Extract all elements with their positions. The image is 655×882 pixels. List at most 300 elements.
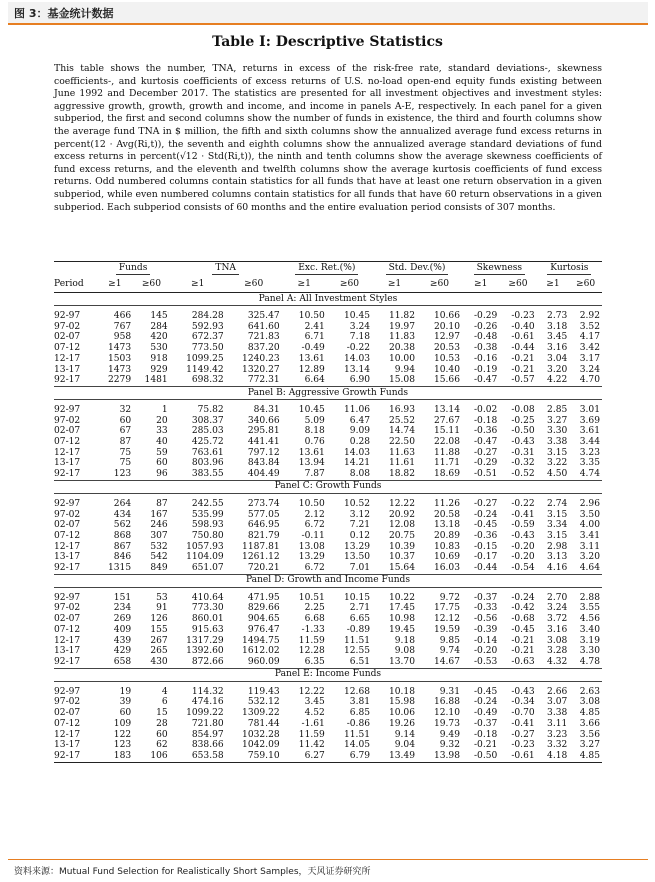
value-cell: 11.63 (388, 447, 415, 458)
value-cell: 307 (150, 530, 168, 541)
table-row (54, 520, 602, 531)
value-cell: 3.42 (579, 343, 600, 354)
value-cell: 12.10 (433, 708, 460, 719)
value-cell: 234 (113, 603, 132, 614)
value-cell: 1099.25 (186, 353, 224, 364)
value-cell: 13.70 (388, 656, 415, 667)
value-cell: -0.86 (346, 718, 371, 729)
value-cell: 1481 (144, 375, 168, 386)
table-row (54, 614, 602, 625)
value-cell: 8.18 (304, 426, 325, 437)
value-cell: 3.30 (579, 646, 600, 657)
period-cell: 92-97 (54, 498, 81, 509)
value-cell: 3.41 (579, 530, 600, 541)
period-cell: 92-97 (54, 686, 81, 697)
value-cell: -0.27 (473, 498, 498, 509)
value-cell: -0.43 (511, 686, 535, 697)
value-cell: -0.31 (511, 447, 535, 458)
value-cell: 114.32 (191, 686, 224, 697)
value-cell: 929 (150, 364, 168, 375)
value-cell: 11.71 (433, 458, 460, 469)
value-cell: 25.52 (388, 415, 415, 426)
value-cell: 829.66 (247, 603, 280, 614)
table-row (54, 499, 602, 510)
table-row (54, 719, 602, 730)
period-cell: 02-07 (54, 708, 81, 719)
value-cell: 13.49 (388, 750, 415, 761)
table-row (54, 657, 602, 668)
value-cell: 6.85 (349, 708, 371, 719)
value-cell: 3.40 (579, 624, 600, 635)
value-cell: 15 (156, 708, 168, 719)
value-cell: 773.50 (191, 343, 224, 354)
value-cell: 9.08 (394, 646, 415, 657)
value-cell: 763.61 (191, 447, 224, 458)
period-cell: 07-12 (54, 437, 81, 448)
value-cell: -0.14 (473, 635, 498, 646)
value-cell: 3.24 (579, 364, 600, 375)
value-cell: 3.22 (547, 458, 568, 469)
value-cell: 11.83 (388, 332, 415, 343)
value-cell: 75 (119, 458, 132, 469)
value-cell: 12.12 (433, 614, 460, 625)
value-cell: 803.96 (191, 458, 224, 469)
value-cell: 15.08 (388, 375, 415, 386)
period-cell: 92-97 (54, 311, 81, 321)
table-body (54, 293, 602, 763)
value-cell: 1392.60 (186, 646, 224, 657)
value-cell: 3.35 (579, 458, 600, 469)
value-cell: 15.11 (433, 426, 460, 437)
value-cell: 325.47 (247, 311, 280, 321)
value-cell: 2.66 (547, 686, 568, 697)
value-cell: 3.52 (579, 321, 600, 332)
value-cell: -0.21 (511, 646, 535, 657)
value-cell: -0.70 (511, 708, 535, 719)
value-cell: 542 (150, 552, 168, 563)
panel-title: Panel A: All Investment Styles (54, 293, 602, 306)
column-group-header-row (54, 262, 602, 277)
value-cell: 3.15 (547, 530, 568, 541)
value-cell: -0.02 (473, 404, 498, 415)
value-cell: 126 (150, 614, 168, 625)
value-cell: 11.26 (433, 498, 460, 509)
value-cell: 3.19 (579, 635, 600, 646)
value-cell: 13.61 (298, 353, 325, 364)
value-cell: 14.03 (343, 353, 371, 364)
value-cell: 441.41 (247, 437, 280, 448)
period-cell: 07-12 (54, 530, 81, 541)
panel-header-row (54, 668, 602, 681)
value-cell: 13.14 (343, 364, 371, 375)
value-cell: 10.51 (298, 592, 325, 603)
value-cell: -0.45 (473, 520, 498, 531)
value-cell: 3.20 (547, 364, 568, 375)
period-cell: 92-17 (54, 656, 81, 667)
value-cell: 106 (150, 750, 168, 761)
value-cell: 0.28 (349, 437, 371, 448)
period-cell: 13-17 (54, 646, 81, 657)
value-cell: 658 (113, 656, 132, 667)
value-cell: 14.05 (343, 740, 371, 751)
value-cell: 59 (156, 447, 168, 458)
period-cell: 02-07 (54, 614, 81, 625)
value-cell: 4.00 (579, 520, 600, 531)
value-cell: 1315 (107, 563, 132, 574)
value-cell: -0.36 (473, 530, 498, 541)
value-cell: 1309.22 (242, 708, 280, 719)
value-cell: 3.20 (579, 552, 600, 563)
value-cell: 872.66 (191, 656, 224, 667)
period-cell: 02-07 (54, 426, 81, 437)
value-cell: 3.16 (547, 343, 568, 354)
value-cell: 14.74 (388, 426, 415, 437)
figure-header-band (8, 2, 648, 25)
value-cell: 15.66 (433, 375, 460, 386)
value-cell: 6.79 (349, 750, 371, 761)
period-cell: 92-97 (54, 592, 81, 603)
value-cell: -0.36 (473, 426, 498, 437)
value-cell: 20.53 (433, 343, 460, 354)
value-cell: 4.16 (547, 563, 568, 574)
value-cell: -0.61 (511, 332, 535, 343)
value-cell: 4.17 (579, 332, 600, 343)
value-cell: 3.66 (579, 718, 600, 729)
period-spacer (54, 262, 97, 277)
table-row (54, 697, 602, 708)
value-cell: -0.18 (473, 415, 498, 426)
value-cell: 562 (113, 520, 132, 531)
value-cell: 2.25 (304, 603, 325, 614)
value-cell: 9.74 (439, 646, 460, 657)
value-cell: 7.01 (349, 563, 371, 574)
period-cell: 92-17 (54, 563, 81, 574)
value-cell: 3.81 (349, 697, 371, 708)
value-cell: 3.24 (547, 603, 568, 614)
value-cell: 3.13 (547, 552, 568, 563)
value-cell: 1503 (107, 353, 132, 364)
value-cell: -0.20 (473, 646, 498, 657)
table-row (54, 510, 602, 521)
value-cell: 75 (119, 447, 132, 458)
value-cell: 3.38 (547, 437, 568, 448)
value-cell: 13.29 (343, 541, 371, 552)
value-cell: 20.75 (388, 530, 415, 541)
value-cell: 4.85 (579, 750, 600, 761)
value-cell: 721.83 (247, 332, 280, 343)
value-cell: 3.61 (579, 426, 600, 437)
value-cell: 838.66 (191, 740, 224, 751)
value-cell: 13.61 (298, 447, 325, 458)
value-cell: 3.18 (547, 321, 568, 332)
value-cell: 2.70 (547, 592, 568, 603)
value-cell: -0.22 (511, 498, 535, 509)
value-cell: 409 (113, 624, 132, 635)
value-cell: 10.06 (388, 708, 415, 719)
value-cell: 145 (150, 311, 168, 321)
value-cell: 1473 (107, 364, 132, 375)
value-cell: 1032.28 (242, 729, 280, 740)
value-cell: 3.12 (349, 509, 371, 520)
value-cell: -0.23 (511, 311, 535, 321)
group-header-std-dev: Std. Dev.(%) (372, 262, 462, 277)
value-cell: 19 (119, 686, 132, 697)
value-cell: 11.88 (433, 447, 460, 458)
value-cell: -0.48 (473, 332, 498, 343)
value-cell: -0.39 (473, 624, 498, 635)
table-title: Table I: Descriptive Statistics (212, 34, 443, 50)
value-cell: 3.08 (579, 697, 600, 708)
value-cell: 3.15 (547, 509, 568, 520)
value-cell: -0.21 (473, 740, 498, 751)
value-cell: -0.26 (473, 321, 498, 332)
value-cell: 15.64 (388, 563, 415, 574)
value-cell: 1612.02 (242, 646, 280, 657)
table-row (54, 751, 602, 762)
value-cell: 10.18 (388, 686, 415, 697)
value-cell: 6.90 (349, 375, 371, 386)
value-cell: 16.88 (433, 697, 460, 708)
value-cell: 3.32 (547, 740, 568, 751)
value-cell: 6.72 (304, 520, 325, 531)
value-cell: 27.67 (433, 415, 460, 426)
value-cell: 9.49 (439, 729, 460, 740)
table-row (54, 405, 602, 416)
period-cell: 97-02 (54, 697, 81, 708)
value-cell: 12.55 (343, 646, 371, 657)
value-cell: 3.27 (579, 740, 600, 751)
value-cell: 2.71 (349, 603, 371, 614)
value-cell: -0.54 (511, 563, 535, 574)
value-cell: -0.38 (473, 343, 498, 354)
value-cell: 2.41 (304, 321, 325, 332)
period-cell: 07-12 (54, 624, 81, 635)
value-cell: 4.64 (579, 563, 600, 574)
value-cell: -0.23 (511, 740, 535, 751)
value-cell: 3.23 (579, 447, 600, 458)
value-cell: 904.65 (247, 614, 280, 625)
period-cell: 12-17 (54, 447, 81, 458)
value-cell: 4.18 (547, 750, 568, 761)
value-cell: 837.20 (247, 343, 280, 354)
value-cell: 11.82 (388, 311, 415, 321)
value-cell: 4.78 (579, 656, 600, 667)
value-cell: 6.65 (349, 614, 371, 625)
value-cell: -0.41 (511, 718, 535, 729)
value-cell: -0.24 (473, 697, 498, 708)
value-cell: 759.10 (247, 750, 280, 761)
value-cell: 151 (113, 592, 132, 603)
value-cell: -0.47 (473, 375, 498, 386)
value-cell: 3.23 (547, 729, 568, 740)
period-cell: 97-02 (54, 603, 81, 614)
value-cell: -0.32 (511, 458, 535, 469)
sub-header: ≥1 (462, 276, 499, 293)
period-cell: 92-17 (54, 750, 81, 761)
value-cell: 10.50 (298, 498, 325, 509)
value-cell: 14.67 (433, 656, 460, 667)
value-cell: 2.96 (579, 498, 600, 509)
table-row (54, 740, 602, 751)
value-cell: 14.21 (343, 458, 371, 469)
table-row (54, 552, 602, 563)
value-cell: 3.27 (547, 415, 568, 426)
value-cell: 39 (119, 697, 132, 708)
value-cell: 20.38 (388, 343, 415, 354)
value-cell: 4.70 (579, 375, 600, 386)
value-cell: 7.18 (349, 332, 371, 343)
value-cell: 3.56 (579, 729, 600, 740)
value-cell: 9.04 (394, 740, 415, 751)
value-cell: 860.01 (191, 614, 224, 625)
value-cell: -0.40 (511, 321, 535, 332)
value-cell: 4.50 (547, 469, 568, 480)
value-cell: 10.53 (433, 353, 460, 364)
value-cell: 12.97 (433, 332, 460, 343)
value-cell: -0.18 (473, 729, 498, 740)
value-cell: 10.45 (298, 404, 325, 415)
value-cell: 3.69 (579, 415, 600, 426)
value-cell: 410.64 (191, 592, 224, 603)
value-cell: 264 (113, 498, 132, 509)
value-cell: 67 (119, 426, 132, 437)
value-cell: 267 (150, 635, 168, 646)
value-cell: 0.12 (349, 530, 371, 541)
value-cell: -0.63 (511, 656, 535, 667)
value-cell: 439 (113, 635, 132, 646)
value-cell: 767 (113, 321, 132, 332)
value-cell: 6.51 (349, 656, 371, 667)
value-cell: 854.97 (191, 729, 224, 740)
group-header-excess-return: Exc. Ret.(%) (282, 262, 372, 277)
period-cell: 02-07 (54, 520, 81, 531)
panel-title: Panel C: Growth Funds (54, 480, 602, 493)
value-cell: 273.74 (247, 498, 280, 509)
sub-header: ≥60 (327, 276, 372, 293)
value-cell: 2.74 (547, 498, 568, 509)
value-cell: 4.85 (579, 708, 600, 719)
value-cell: 10.66 (433, 311, 460, 321)
value-cell: 17.75 (433, 603, 460, 614)
sub-header: ≥1 (282, 276, 327, 293)
value-cell: 641.60 (247, 321, 280, 332)
value-cell: 653.58 (191, 750, 224, 761)
table-row (54, 365, 602, 376)
period-cell: 97-02 (54, 509, 81, 520)
value-cell: 10.37 (388, 552, 415, 563)
value-cell: 19.26 (388, 718, 415, 729)
value-cell: -0.20 (511, 552, 535, 563)
value-cell: 295.81 (247, 426, 280, 437)
value-cell: 13.50 (343, 552, 371, 563)
value-cell: 20.10 (433, 321, 460, 332)
table-row (54, 687, 602, 698)
value-cell: -0.45 (511, 624, 535, 635)
value-cell: 10.69 (433, 552, 460, 563)
value-cell: 430 (150, 656, 168, 667)
value-cell: 1099.22 (186, 708, 224, 719)
value-cell: 10.22 (388, 592, 415, 603)
value-cell: 11.61 (388, 458, 415, 469)
value-cell: 721.80 (191, 718, 224, 729)
group-header-skewness: Skewness (462, 262, 537, 277)
value-cell: 3.72 (547, 614, 568, 625)
value-cell: 91 (156, 603, 168, 614)
value-cell: 4 (161, 686, 168, 697)
value-cell: -0.27 (511, 729, 535, 740)
sub-header: ≥60 (499, 276, 536, 293)
value-cell: 60 (156, 458, 168, 469)
value-cell: -0.57 (511, 375, 535, 386)
value-cell: 17.45 (388, 603, 415, 614)
value-cell: 672.37 (191, 332, 224, 343)
group-header-kurtosis: Kurtosis (537, 262, 602, 277)
value-cell: -0.11 (301, 530, 325, 541)
value-cell: 11.06 (343, 404, 371, 415)
group-header-funds: Funds (97, 262, 170, 277)
value-cell: -0.89 (346, 624, 371, 635)
table-row (54, 603, 602, 614)
value-cell: 420 (150, 332, 168, 343)
value-cell: 123 (113, 740, 132, 751)
value-cell: 976.47 (247, 624, 280, 635)
table-row (54, 646, 602, 657)
value-cell: -0.37 (473, 592, 498, 603)
value-cell: 3.45 (547, 332, 568, 343)
sub-header: ≥1 (97, 276, 134, 293)
value-cell: 4.32 (547, 656, 568, 667)
table-row (54, 448, 602, 459)
value-cell: 843.84 (247, 458, 280, 469)
value-cell: -0.59 (511, 520, 535, 531)
value-cell: 62 (156, 740, 168, 751)
period-cell: 13-17 (54, 552, 81, 563)
value-cell: 123 (113, 469, 132, 480)
value-cell: 797.12 (247, 447, 280, 458)
value-cell: -0.68 (511, 614, 535, 625)
period-cell: 13-17 (54, 740, 81, 751)
table-row (54, 322, 602, 333)
value-cell: 404.49 (247, 469, 280, 480)
table-row (54, 437, 602, 448)
value-cell: 285.03 (191, 426, 224, 437)
value-cell: -0.34 (511, 697, 535, 708)
value-cell: 1261.12 (242, 552, 280, 563)
value-cell: 2.63 (579, 686, 600, 697)
value-cell: 28 (156, 718, 168, 729)
table-caption: This table shows the number, TNA, returns in excess of the risk-free rate, standard deviations-, skewness coefficients-, and kurtosis coefficients of excess returns of U.S. no-load open-end equity funds existing between June 1992 and December 2017. The statistics are presented for all investment objectives and investment styles: aggressive growth, growth, growth and income, and income in panels A-E, respectively. In each panel for a given subperiod, the first and second columns show the number of funds in existence, the third and fourth columns show the average fund TNA in $ million, the fifth and sixth columns show the annualized average fund excess returns in percent(12 · Avg(Ri,t)), the seventh and eighth columns show the annualized average standard deviations of fund excess returns in percent(√12 · Std(Ri,t)), the ninth and tenth columns show the average skewness coefficients of fund excess returns, and the eleventh and twelfth columns show the average kurtosis coefficients of fund excess returns. Odd numbered columns contain statistics for all funds that have at least one return observation in a given subperiod, while even numbered columns contain statistics for all funds that have 60 return observations in a given subperiod. Each subperiod consists of 60 months and the entire evaluation period consists of 307 months. (54, 63, 602, 213)
value-cell: 20.89 (433, 530, 460, 541)
value-cell: -0.49 (473, 708, 498, 719)
value-cell: -0.37 (473, 718, 498, 729)
value-cell: 9.14 (394, 729, 415, 740)
value-cell: 846 (113, 552, 132, 563)
value-cell: 12.68 (343, 686, 371, 697)
table-row (54, 563, 602, 574)
value-cell: -0.33 (473, 603, 498, 614)
value-cell: 2.88 (579, 592, 600, 603)
value-cell: -0.44 (511, 343, 535, 354)
value-cell: 3.04 (547, 353, 568, 364)
sub-header: ≥1 (537, 276, 570, 293)
value-cell: 3.44 (579, 437, 600, 448)
value-cell: 87 (119, 437, 132, 448)
table-row (54, 416, 602, 427)
value-cell: -0.61 (511, 750, 535, 761)
value-cell: 425.72 (191, 437, 224, 448)
period-header: Period (54, 276, 97, 293)
value-cell: -0.51 (473, 469, 498, 480)
